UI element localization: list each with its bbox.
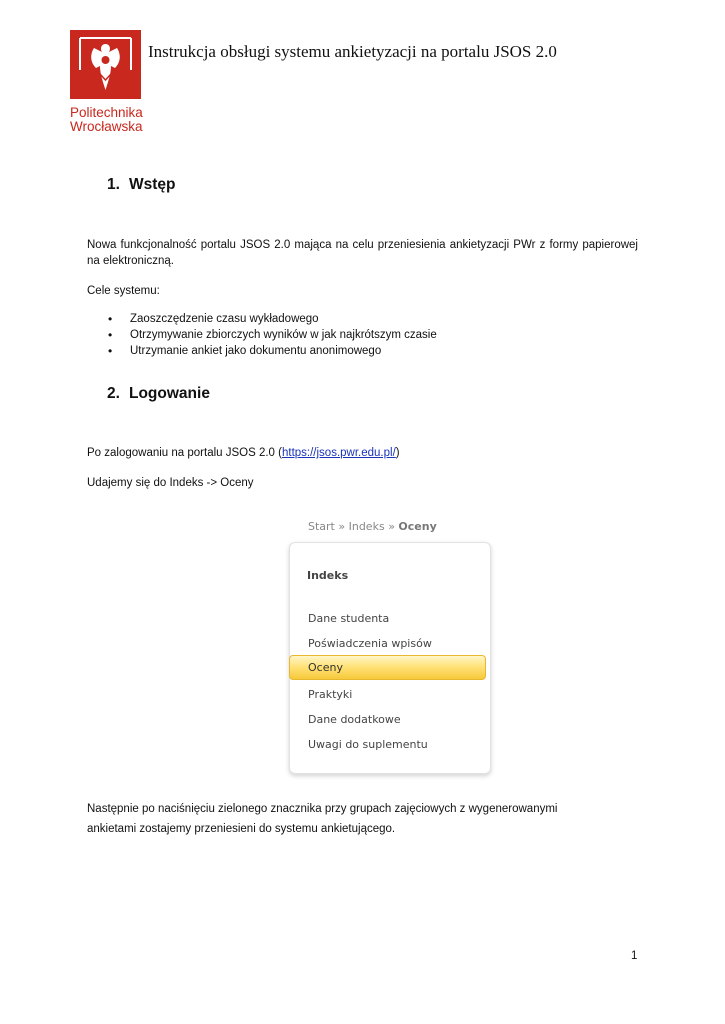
goals-label: Cele systemu:: [87, 285, 160, 297]
jsos-link[interactable]: https://jsos.pwr.edu.pl/: [281, 447, 396, 459]
menu-item-label: Oceny: [308, 661, 343, 674]
after-paragraph-line2: ankietami zostajemy przeniesieni do systemu ankietującego.: [87, 823, 396, 835]
section-2-title: Logowanie: [129, 385, 210, 402]
list-item: • Otrzymywanie zbiorczych wyników w jak najkrótszym czasie: [108, 327, 608, 343]
section-1-heading: [107, 176, 176, 194]
breadcrumb-separator: »: [388, 520, 395, 533]
menu-item-oceny-active[interactable]: [289, 655, 486, 680]
intro-paragraph: Nowa funkcjonalność portalu JSOS 2.0 mająca na celu przeniesienia ankietyzacji PWr z formy papierowej na elektroniczną.: [87, 239, 638, 267]
login-prefix: Po zalogowaniu na portalu JSOS 2.0 (: [87, 447, 282, 459]
breadcrumb: [308, 520, 437, 533]
menu-title: Indeks: [307, 569, 349, 582]
eagle-emblem-icon: [70, 30, 141, 99]
breadcrumb-separator: »: [338, 520, 346, 533]
login-paragraph: [87, 445, 400, 461]
navigation-instruction: Udajemy się do Indeks -> Oceny: [87, 477, 254, 489]
section-2-heading: [107, 385, 210, 403]
document-title: Instrukcja obsługi systemu ankietyzacji na portalu JSOS 2.0: [148, 42, 557, 61]
page-number: 1: [631, 950, 638, 962]
list-item: • Utrzymanie ankiet jako dokumentu anonimowego: [108, 343, 608, 359]
menu-item-dane-dodatkowe[interactable]: Dane dodatkowe: [308, 713, 401, 726]
menu-item-poswiadczenia[interactable]: Poświadczenia wpisów: [308, 637, 432, 650]
section-1-number: 1.: [107, 176, 120, 193]
menu-item-praktyki[interactable]: Praktyki: [308, 688, 353, 701]
logo-text-line1: Politechnika: [70, 105, 143, 120]
login-suffix: ): [395, 447, 400, 459]
goals-list: [108, 311, 608, 359]
after-paragraph-line1: Następnie po naciśnięciu zielonego znacznika przy grupach zajęciowych z wygenerowanymi: [87, 803, 558, 815]
section-2-number: 2.: [107, 385, 120, 402]
section-1-title: Wstęp: [129, 176, 176, 193]
list-item: • Zaoszczędzenie czasu wykładowego: [108, 311, 608, 327]
breadcrumb-indeks: Indeks: [348, 520, 385, 533]
logo-wordmark: [70, 106, 170, 134]
breadcrumb-start: Start: [308, 520, 335, 533]
university-logo: [70, 30, 141, 99]
menu-item-uwagi[interactable]: Uwagi do suplementu: [308, 738, 428, 751]
menu-item-dane-studenta[interactable]: Dane studenta: [308, 612, 390, 625]
breadcrumb-current: Oceny: [398, 520, 437, 533]
logo-text-line2: Wrocławska: [70, 119, 143, 134]
